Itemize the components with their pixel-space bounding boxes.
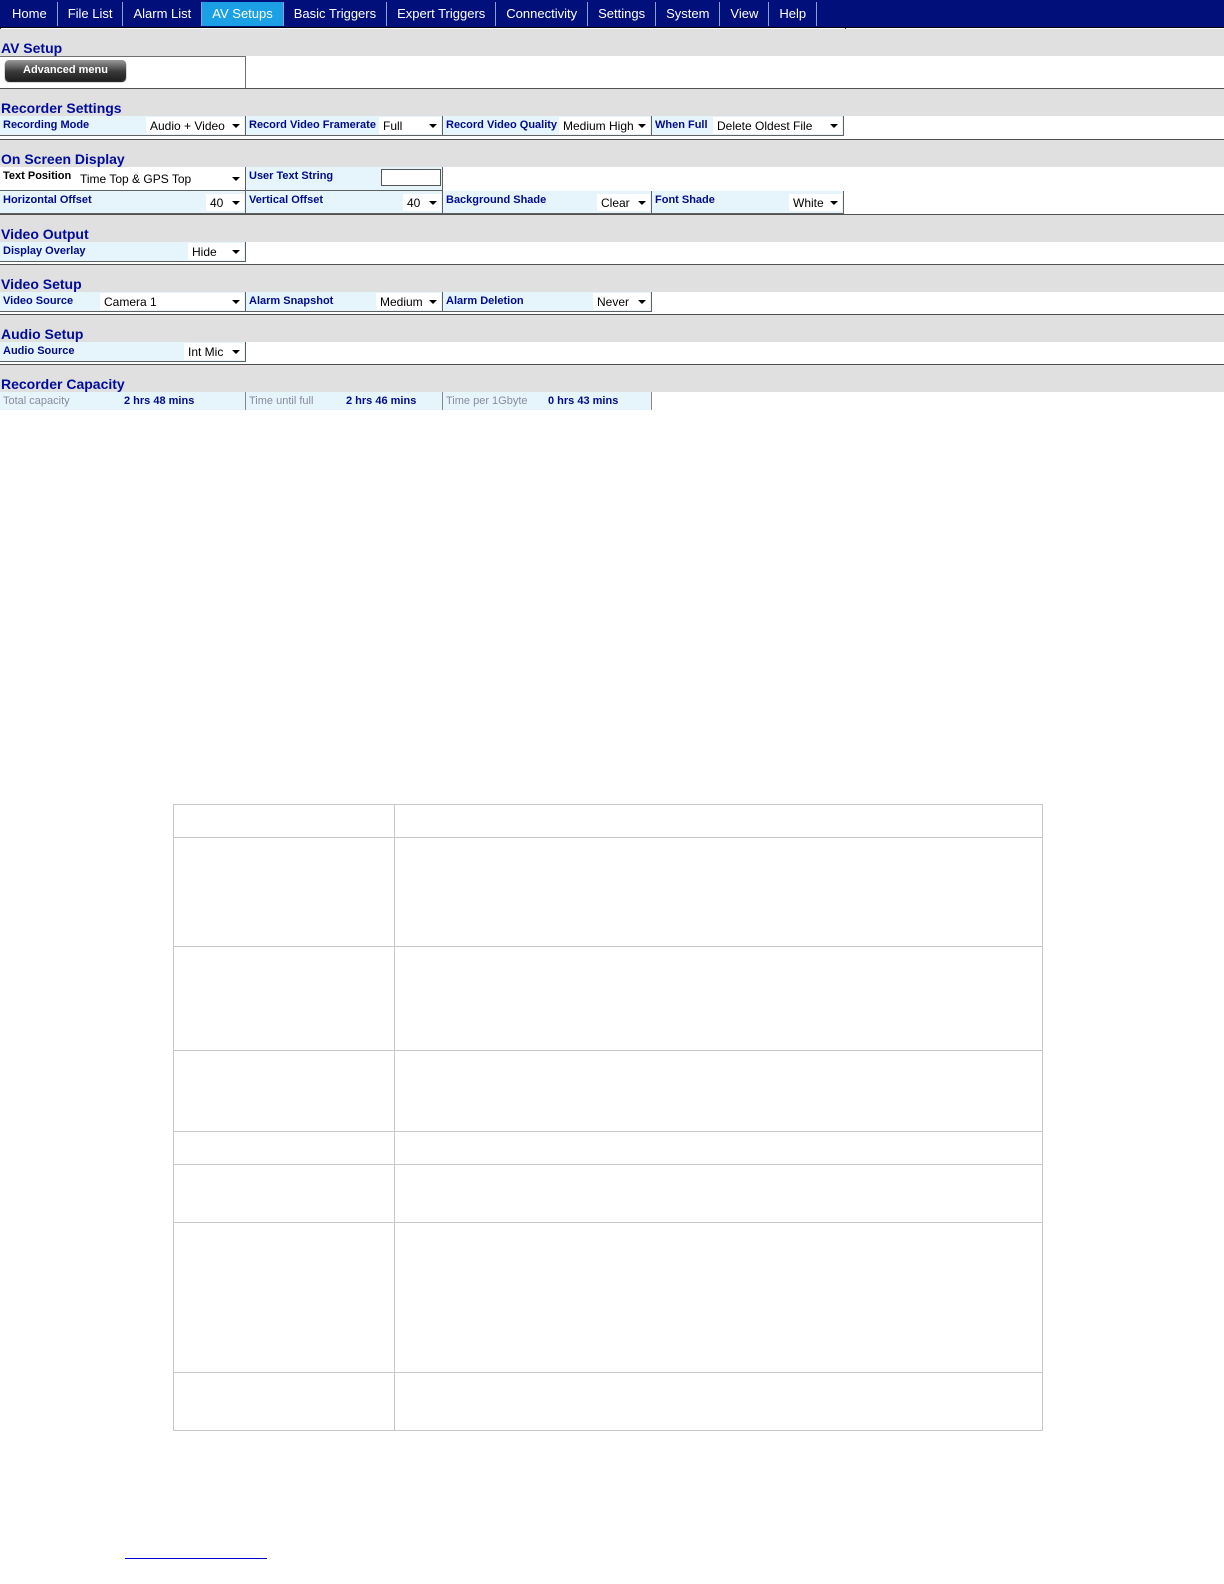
h-offset-label: Horizontal Offset	[3, 194, 92, 206]
alarm-snapshot-select[interactable]: Medium	[376, 293, 441, 310]
table-cell	[395, 1132, 1043, 1165]
bg-shade-cell	[443, 191, 652, 214]
table-cell	[174, 1223, 395, 1373]
time-until-full-label: Time until full	[249, 395, 314, 407]
total-capacity-value: 2 hrs 48 mins	[124, 395, 195, 407]
audio-source-select[interactable]: Int Mic	[184, 343, 244, 360]
when-full-label: When Full	[655, 119, 708, 131]
table-row	[174, 1373, 1043, 1431]
when-full-cell	[652, 116, 844, 136]
user-text-input[interactable]	[381, 169, 441, 186]
recorder-capacity-row	[0, 392, 846, 412]
recording-mode-cell	[0, 116, 246, 136]
av-setups-screenshot	[0, 0, 846, 412]
tab-settings[interactable]: Settings	[588, 2, 656, 26]
quality-cell	[443, 116, 652, 136]
footer-link-underline[interactable]	[125, 1558, 267, 1559]
table-cell	[174, 947, 395, 1051]
time-until-full-value: 2 hrs 46 mins	[346, 395, 417, 407]
settings-description-table	[173, 804, 1043, 1431]
table-row	[174, 838, 1043, 947]
tab-expert-triggers[interactable]: Expert Triggers	[387, 2, 496, 26]
chevron-down-icon	[232, 250, 240, 254]
quality-label: Record Video Quality	[446, 119, 558, 131]
video-source-select[interactable]: Camera 1	[100, 293, 244, 310]
tab-connectivity[interactable]: Connectivity	[496, 2, 588, 26]
total-capacity-cell	[0, 392, 246, 410]
video-setup-row	[0, 292, 846, 315]
section-title: Video Setup	[1, 276, 82, 292]
tab-alarm-list[interactable]: Alarm List	[123, 2, 202, 26]
display-overlay-select[interactable]: Hide	[188, 243, 244, 260]
tab-help[interactable]: Help	[769, 2, 817, 26]
alarm-deletion-cell	[443, 292, 652, 312]
section-title: Recorder Capacity	[1, 376, 125, 392]
table-row	[174, 947, 1043, 1051]
chevron-down-icon	[232, 201, 240, 205]
tab-av-setups[interactable]: AV Setups	[202, 2, 283, 26]
time-per-gbyte-value: 0 hrs 43 mins	[548, 395, 619, 407]
font-shade-select[interactable]: White	[789, 194, 842, 211]
video-output-row	[0, 242, 846, 265]
table-row	[174, 805, 1043, 838]
total-capacity-label: Total capacity	[3, 395, 70, 407]
chevron-down-icon	[429, 300, 437, 304]
font-shade-cell	[652, 191, 844, 214]
display-overlay-label: Display Overlay	[3, 245, 86, 257]
framerate-cell	[246, 116, 443, 136]
table-cell	[395, 1165, 1043, 1223]
user-text-label: User Text String	[249, 170, 334, 182]
chevron-down-icon	[830, 124, 838, 128]
chevron-down-icon	[830, 201, 838, 205]
bg-shade-select[interactable]: Clear	[597, 194, 650, 211]
chevron-down-icon	[429, 124, 437, 128]
recorder-settings-row	[0, 116, 846, 140]
osd-section	[0, 140, 846, 167]
osd-rows	[0, 167, 846, 215]
section-title: Recorder Settings	[1, 100, 122, 116]
recorder-settings-section	[0, 89, 846, 116]
table-cell	[395, 947, 1043, 1051]
table-row	[174, 1165, 1043, 1223]
v-offset-cell	[246, 191, 443, 214]
framerate-select[interactable]: Full	[379, 117, 441, 134]
advanced-menu-button[interactable]: Advanced menu	[5, 60, 126, 81]
chevron-down-icon	[638, 124, 646, 128]
chevron-down-icon	[638, 300, 646, 304]
audio-setup-section	[0, 315, 846, 342]
video-setup-section	[0, 265, 846, 292]
table-cell	[395, 838, 1043, 947]
av-setup-row	[0, 56, 846, 89]
text-position-select[interactable]: Time Top & GPS Top	[76, 170, 244, 187]
chevron-down-icon	[232, 177, 240, 181]
time-per-gbyte-cell	[443, 392, 652, 410]
time-per-gbyte-label: Time per 1Gbyte	[446, 395, 528, 407]
section-title: Audio Setup	[1, 326, 84, 342]
v-offset-select[interactable]: 40	[403, 194, 441, 211]
recording-mode-select[interactable]: Audio + Video	[146, 117, 244, 134]
framerate-label: Record Video Framerate	[249, 119, 376, 131]
bg-shade-label: Background Shade	[446, 194, 547, 206]
recording-mode-label: Recording Mode	[3, 119, 90, 131]
text-position-cell	[0, 167, 246, 191]
user-text-cell	[246, 167, 443, 191]
text-position-label: Text Position	[3, 170, 72, 182]
v-offset-label: Vertical Offset	[249, 194, 323, 206]
table-row	[174, 1132, 1043, 1165]
table-cell	[395, 1223, 1043, 1373]
video-source-cell	[0, 292, 246, 312]
table-cell	[174, 838, 395, 947]
alarm-deletion-label: Alarm Deletion	[446, 295, 524, 307]
av-setup-section	[0, 29, 846, 56]
quality-select[interactable]: Medium High	[559, 117, 650, 134]
tab-view[interactable]: View	[720, 2, 769, 26]
alarm-snapshot-cell	[246, 292, 443, 312]
chevron-down-icon	[232, 300, 240, 304]
table-cell	[174, 805, 395, 838]
chevron-down-icon	[429, 201, 437, 205]
audio-setup-row	[0, 342, 846, 365]
chevron-down-icon	[638, 201, 646, 205]
alarm-deletion-select[interactable]: Never	[593, 293, 650, 310]
h-offset-cell	[0, 191, 246, 214]
display-overlay-cell	[0, 242, 246, 262]
chevron-down-icon	[232, 124, 240, 128]
tab-home[interactable]: Home	[2, 2, 58, 26]
table-cell	[174, 1373, 395, 1431]
table-cell	[174, 1132, 395, 1165]
table-row	[174, 1223, 1043, 1373]
time-until-full-cell	[246, 392, 443, 410]
h-offset-select[interactable]: 40	[206, 194, 244, 211]
nav-bar	[0, 0, 846, 28]
tab-system[interactable]: System	[656, 2, 720, 26]
font-shade-label: Font Shade	[655, 194, 715, 206]
audio-source-label: Audio Source	[3, 345, 75, 357]
section-title: AV Setup	[1, 40, 63, 56]
alarm-snapshot-label: Alarm Snapshot	[249, 295, 334, 307]
video-source-label: Video Source	[3, 295, 74, 307]
chevron-down-icon	[232, 350, 240, 354]
table-cell	[174, 1051, 395, 1132]
table-cell	[395, 1051, 1043, 1132]
when-full-select[interactable]: Delete Oldest File	[713, 117, 842, 134]
tab-basic-triggers[interactable]: Basic Triggers	[284, 2, 387, 26]
table-cell	[395, 805, 1043, 838]
table-row	[174, 1051, 1043, 1132]
video-output-section	[0, 215, 846, 242]
audio-source-cell	[0, 342, 246, 362]
recorder-capacity-section	[0, 365, 846, 392]
section-title: On Screen Display	[1, 151, 125, 167]
table-cell	[174, 1165, 395, 1223]
section-title: Video Output	[1, 226, 89, 242]
table-cell	[395, 1373, 1043, 1431]
tab-file-list[interactable]: File List	[58, 2, 124, 26]
